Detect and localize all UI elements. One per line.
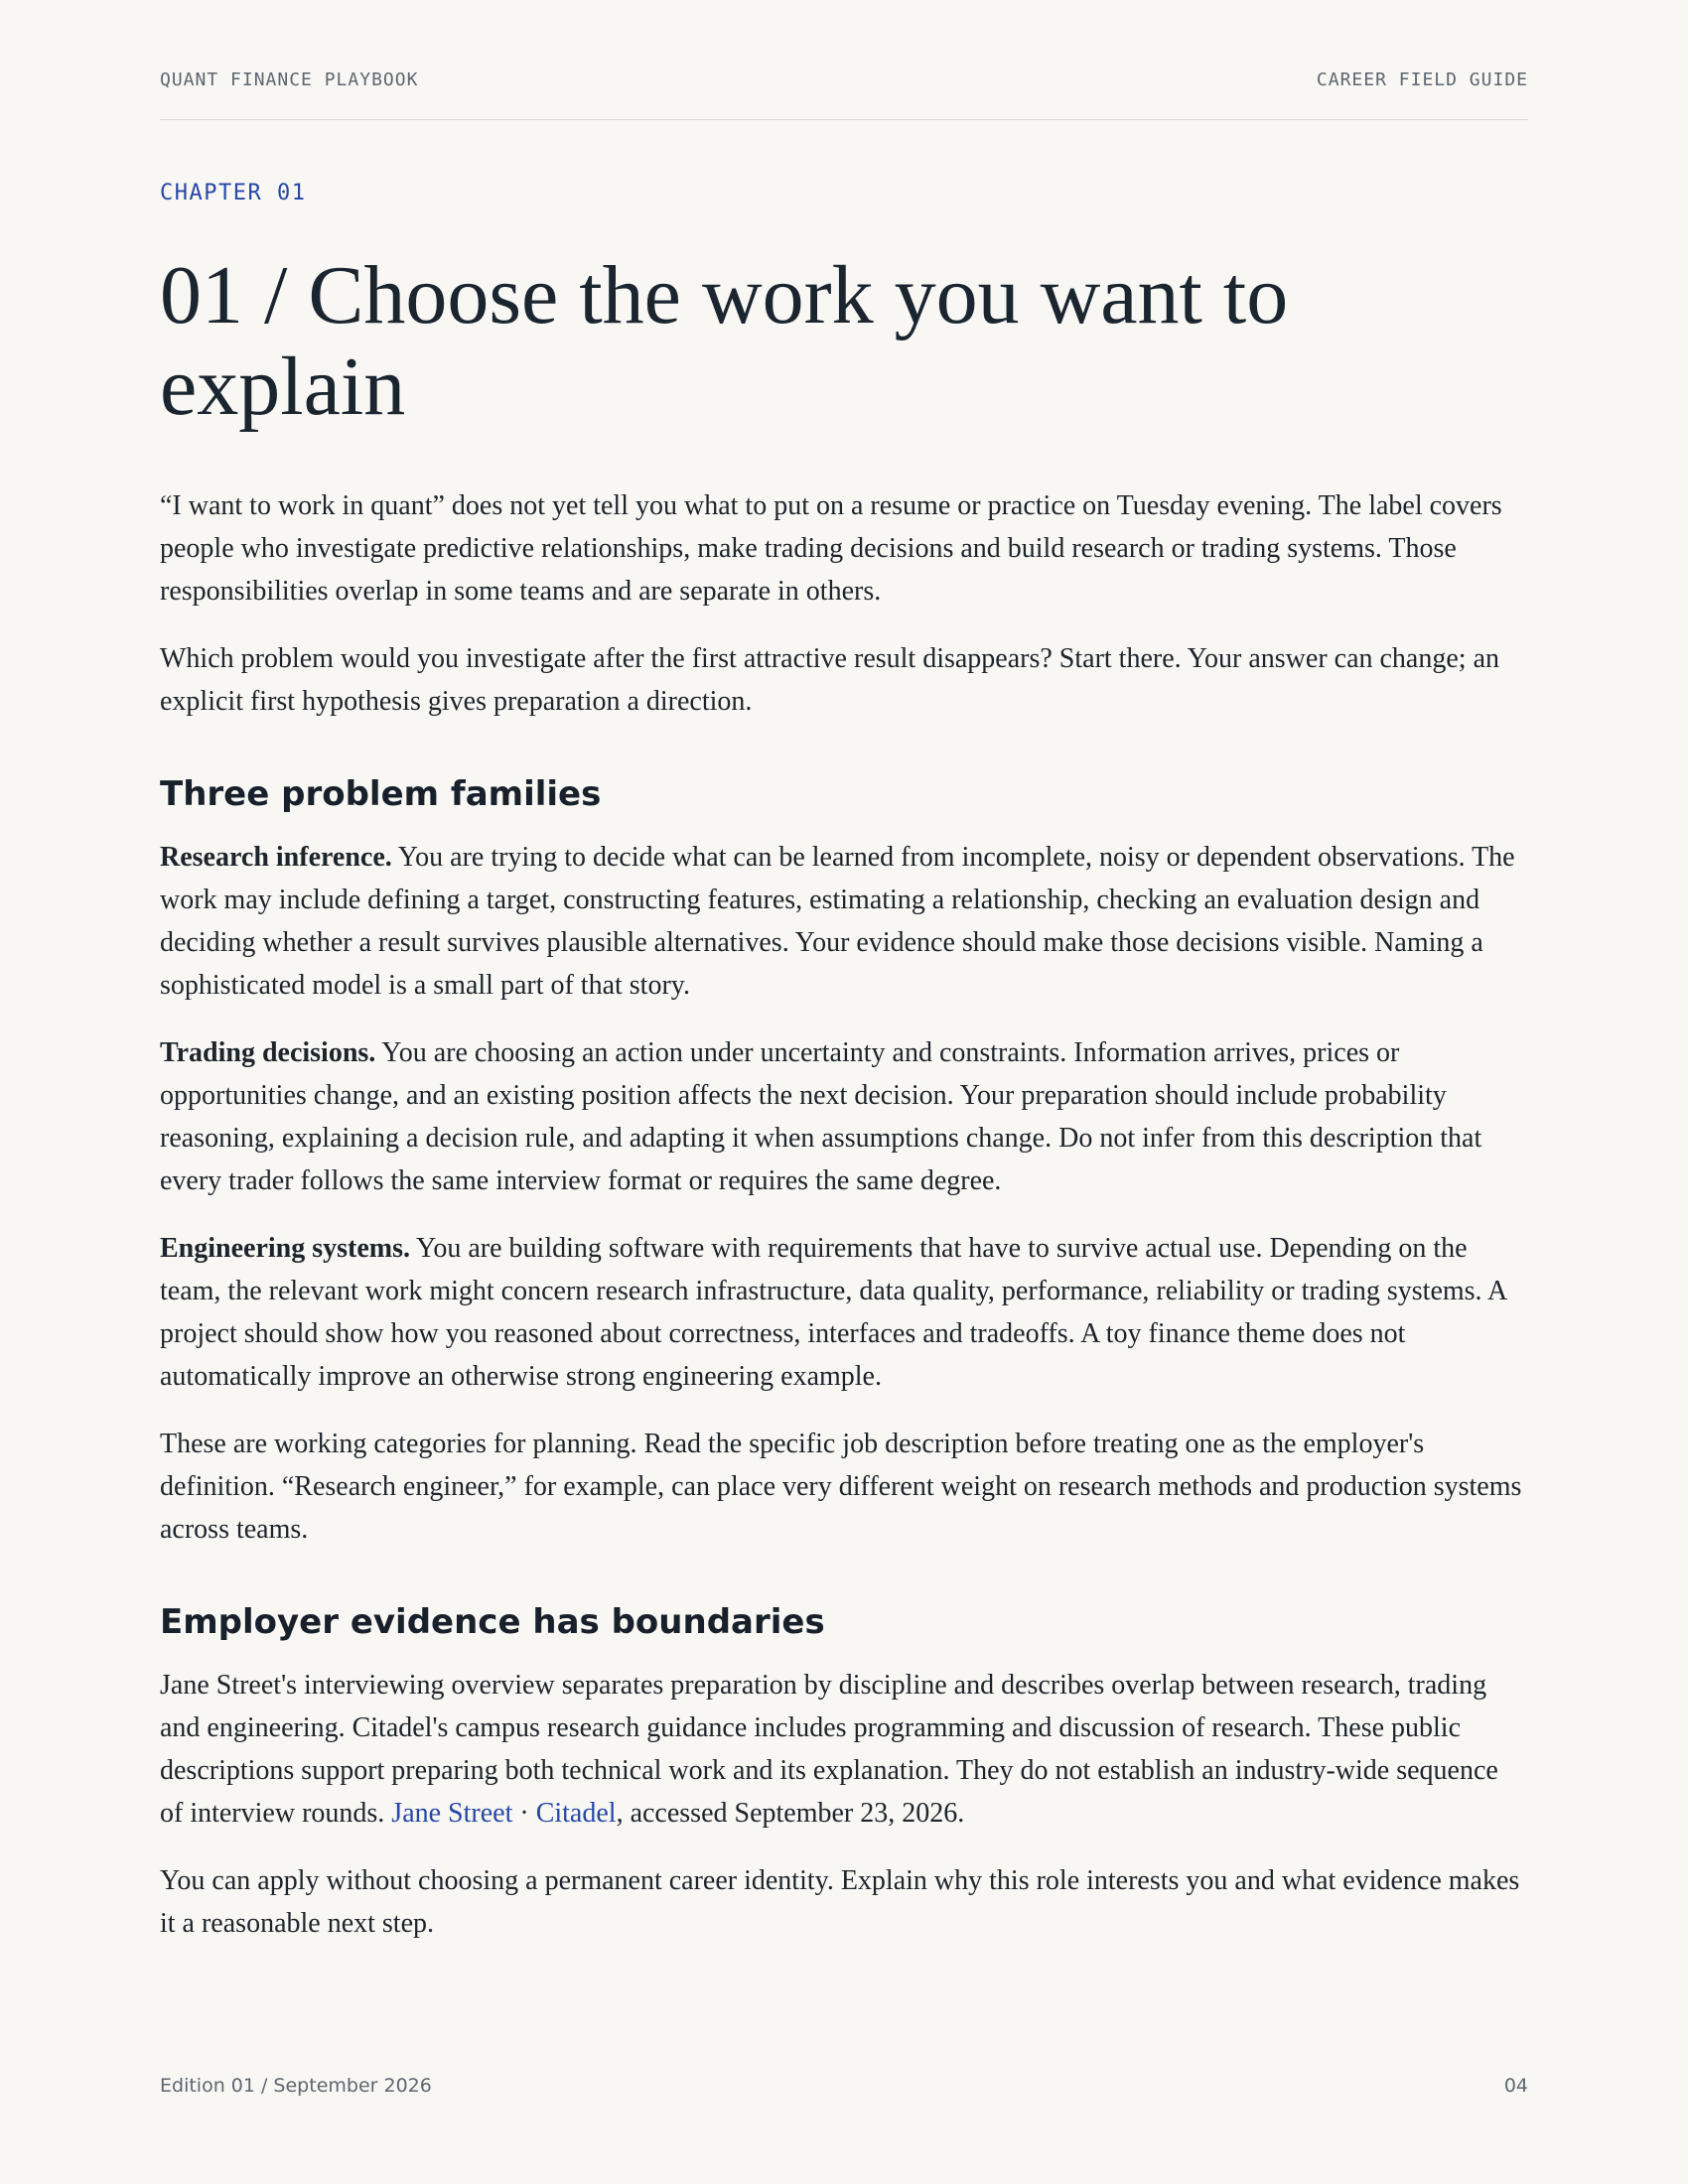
family-paragraph-trading	[160, 1031, 1528, 1202]
family-term-trading: Trading decisions.	[160, 1037, 376, 1068]
family-paragraph-engineering	[160, 1227, 1528, 1398]
page-number: 04	[1503, 2075, 1528, 2097]
evidence-text: Jane Street's interviewing overview separates preparation by discipline and describes overlap between research, trading and engineering. Citadel's campus research guidance includes programming and discussion of research. These public descriptions support preparing both technical work and its explanation. They do not establish an industry-wide sequence of interview rounds.	[160, 1670, 1498, 1829]
family-text-research: You are trying to decide what can be learned from incomplete, noisy or dependent observations. The work may include defining a target, constructing features, estimating a relationship, checking an evaluation design and deciding whether a result survives plausible alternatives. Your evidence should make those decisions visible. Naming a sophisticated model is a small part of that story.	[160, 842, 1515, 1001]
intro-paragraph-1: “I want to work in quant” does not yet tell you what to put on a resume or practice on Tuesday evening. The label covers people who investigate predictive relationships, make trading decisions and build research or trading systems. Those responsibilities overlap in some teams and are separate in others.	[160, 490, 1502, 607]
publication-title: QUANT FINANCE PLAYBOOK	[160, 69, 419, 90]
families-closing-paragraph: These are working categories for planning. Read the specific job description before treating one as the employer's definition. “Research engineer,” for example, can place very different weight on research methods and production systems across teams.	[160, 1429, 1522, 1545]
evidence-paragraph-2: You can apply without choosing a permanent career identity. Explain why this role interests you and what evidence makes it a reasonable next step.	[160, 1865, 1520, 1939]
evidence-paragraph-1	[160, 1664, 1528, 1835]
intro-paragraph-2: Which problem would you investigate after the first attractive result disappears? Start there. Your answer can change; an explicit first hypothesis gives preparation a direction.	[160, 643, 1499, 717]
family-text-trading: You are choosing an action under uncertainty and constraints. Information arrives, prices or opportunities change, and an existing position affects the next decision. Your preparation should include probability reasoning, explaining a decision rule, and adapting it when assumptions change. Do not infer from this description that every trader follows the same interview format or requires the same degree.	[160, 1037, 1482, 1196]
chapter-body	[160, 484, 1528, 1970]
family-term-research: Research inference.	[160, 842, 392, 873]
link-separator: ·	[512, 1798, 536, 1829]
accessed-date-text: , accessed September 23, 2026.	[616, 1798, 965, 1829]
section-title: CAREER FIELD GUIDE	[1316, 69, 1528, 90]
section-heading-problem-families: Three problem families	[160, 774, 602, 814]
chapter-title: 01 / Choose the work you want to explain	[160, 249, 1289, 433]
family-text-engineering: You are building software with requirements that have to survive actual use. Depending on the team, the relevant work might concern research infrastructure, data quality, performance, reliability or trading systems. A project should show how you reasoned about correctness, interfaces and tradeoffs. A toy finance theme does not automatically improve an otherwise strong engineering example.	[160, 1233, 1506, 1392]
citadel-link[interactable]: Citadel	[535, 1798, 617, 1829]
chapter-label: CHAPTER 01	[160, 181, 307, 205]
jane-street-link[interactable]: Jane Street	[391, 1798, 513, 1829]
family-term-engineering: Engineering systems.	[160, 1233, 410, 1264]
running-header	[160, 68, 1528, 120]
edition-label: Edition 01 / September 2026	[160, 2075, 432, 2097]
section-heading-employer-evidence: Employer evidence has boundaries	[160, 1602, 825, 1642]
family-paragraph-research	[160, 836, 1528, 1007]
